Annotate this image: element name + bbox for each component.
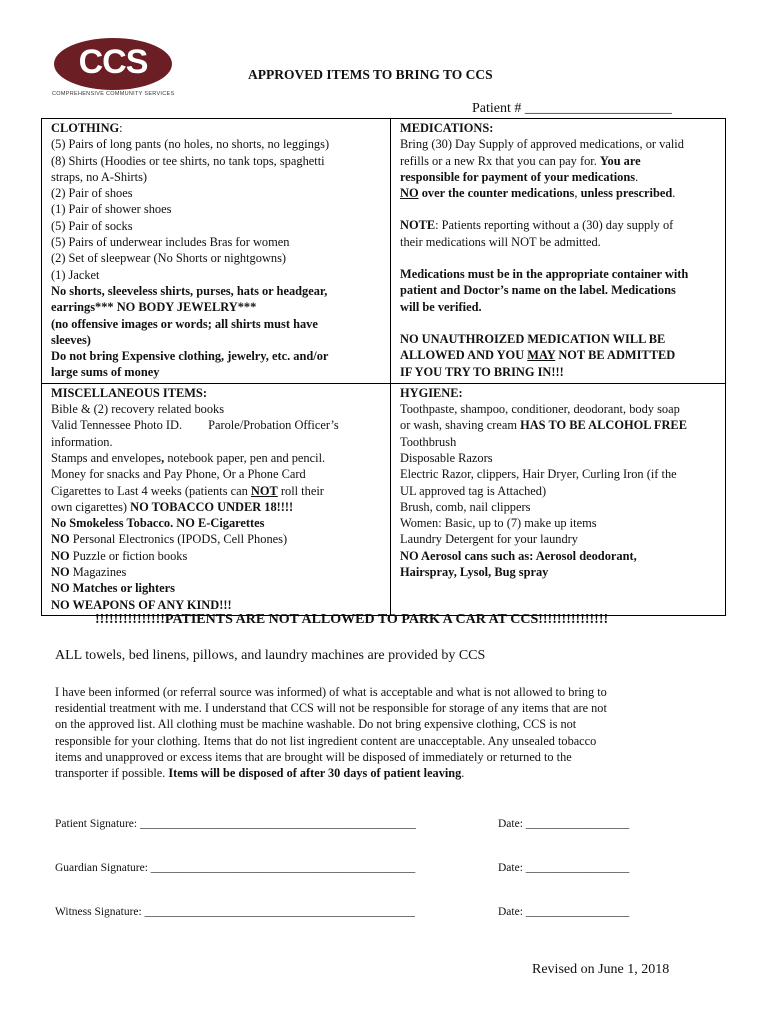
- misc-cell: [42, 383, 391, 615]
- misc-emphasis: NO: [51, 548, 70, 563]
- list-item: Money for snacks and Pay Phone, Or a Phone Card: [51, 467, 306, 482]
- clothing-rule: No shorts, sleeveless shirts, purses, hats or headgear,: [51, 283, 328, 298]
- list-item: [400, 417, 716, 433]
- agreement-line: [55, 765, 695, 781]
- unauthorized-warning: IF YOU TRY TO BRING IN!!!: [400, 364, 564, 379]
- list-item: NO Matches or lighters: [51, 581, 175, 596]
- parole-text: Parole/Probation Officer’s: [208, 418, 339, 433]
- list-item: (5) Pairs of long pants (no holes, no shorts, no leggings): [51, 137, 330, 152]
- hygiene-heading: HYGIENE:: [400, 385, 463, 400]
- list-item: (2) Pair of shoes: [51, 186, 133, 201]
- table-row: [42, 383, 726, 615]
- misc-text: Stamps and envelopes: [51, 450, 162, 465]
- items-table: [41, 118, 726, 616]
- list-item: [51, 499, 381, 515]
- list-item: Hairspray, Lysol, Bug spray: [400, 565, 549, 580]
- container-rule: patient and Doctor’s name on the label. Medications: [400, 283, 676, 298]
- unauthorized-warning: NO UNAUTHROIZED MEDICATION WILL BE: [400, 331, 666, 346]
- document-title: APPROVED ITEMS TO BRING TO CCS: [248, 67, 493, 82]
- medications-emphasis: responsible for payment of your medications: [400, 169, 636, 184]
- list-item: UL approved tag is Attached): [400, 483, 547, 498]
- list-item: (1) Pair of shower shoes: [51, 202, 172, 217]
- patient-date-field[interactable]: Date: __________________: [498, 818, 630, 830]
- medications-text: refills or a new Rx that you can pay for.: [400, 153, 600, 168]
- misc-emphasis: NOT: [250, 483, 278, 498]
- hygiene-cell: [391, 383, 726, 615]
- misc-heading: MISCELLANEOUS ITEMS:: [51, 385, 207, 400]
- agreement-paragraph: [55, 684, 695, 781]
- misc-text: Magazines: [69, 565, 127, 580]
- container-rule: will be verified.: [400, 299, 482, 314]
- medications-emphasis: NO: [400, 186, 419, 201]
- list-item: Toothbrush: [400, 434, 457, 449]
- medications-text: ,: [574, 186, 581, 201]
- agreement-line: items and unapproved or excess items that are brought will be disposed of immediately or returned to the: [55, 749, 572, 764]
- agreement-line: I have been informed (or referral source was informed) of what is acceptable and what is not allowed to bring to: [55, 685, 607, 699]
- towels-notice: ALL towels, bed linens, pillows, and laundry machines are provided by CCS: [55, 648, 486, 663]
- medications-emphasis: unless prescribed: [580, 186, 673, 201]
- clothing-rule: earrings*** NO BODY JEWELRY***: [51, 300, 257, 315]
- ccs-logo: [52, 38, 176, 102]
- list-item: Laundry Detergent for your laundry: [400, 532, 579, 547]
- clothing-heading: CLOTHING: [51, 121, 120, 135]
- list-item: (5) Pair of socks: [51, 218, 133, 233]
- logo-text: CCS: [78, 43, 148, 81]
- list-item: (1) Jacket: [51, 267, 100, 282]
- agreement-emphasis: Items will be disposed of after 30 days of patient leaving: [168, 766, 462, 781]
- list-item: [51, 564, 381, 580]
- hygiene-emphasis: HAS TO BE ALCOHOL FREE: [520, 418, 687, 433]
- medications-emphasis: over the counter medications: [418, 186, 575, 201]
- misc-emphasis: NO TOBACCO UNDER 18!!!!: [130, 499, 294, 514]
- note-text: : Patients reporting without a (30) day supply of: [435, 218, 674, 233]
- parking-notice: !!!!!!!!!!!!!!!PATIENTS ARE NOT ALLOWED TO PARK A CAR AT CCS!!!!!!!!!!!!!!!: [95, 612, 609, 627]
- list-item: straps, no A-Shirts): [51, 169, 148, 184]
- agreement-line: residential treatment with me. I understand that CCS will not be responsible for storage of any items that are not: [55, 701, 607, 716]
- list-item: Brush, comb, nail clippers: [400, 499, 531, 514]
- list-item: (2) Set of sleepwear (No Shorts or nightgowns): [51, 251, 287, 266]
- medications-cell: [391, 119, 726, 384]
- list-item: Toothpaste, shampoo, conditioner, deodorant, body soap: [400, 402, 680, 417]
- list-item: (5) Pairs of underwear includes Bras for women: [51, 235, 290, 250]
- witness-date-field[interactable]: Date: __________________: [498, 906, 630, 918]
- agreement-line: on the approved list. All clothing must be machine washable. Do not bring expensive clothing, CCS is not: [55, 717, 577, 732]
- list-item: (8) Shirts (Hoodies or tee shirts, no tank tops, spaghetti: [51, 153, 325, 168]
- guardian-date-field[interactable]: Date: __________________: [498, 862, 630, 874]
- clothing-rule: large sums of money: [51, 365, 160, 380]
- list-item: Electric Razor, clippers, Hair Dryer, Curling Iron (if the: [400, 467, 677, 482]
- logo-subtitle: COMPREHENSIVE COMMUNITY SERVICES: [52, 91, 175, 97]
- unauthorized-warning: ALLOWED AND YOU: [400, 348, 528, 363]
- note-text: their medications will NOT be admitted.: [400, 234, 601, 249]
- clothing-rule: (no offensive images or words; all shirts must have: [51, 316, 318, 331]
- medications-emphasis: You are: [599, 153, 641, 168]
- medications-heading: MEDICATIONS:: [400, 121, 494, 135]
- list-item: Bible & (2) recovery related books: [51, 402, 225, 417]
- list-item: NO WEAPONS OF ANY KIND!!!: [51, 597, 232, 612]
- clothing-rule: sleeves): [51, 332, 91, 347]
- list-item: information.: [51, 434, 113, 449]
- agreement-line: responsible for your clothing. Items that do not list ingredient content are unacceptable. Any unsealed tobacco: [55, 733, 597, 748]
- misc-emphasis: NO: [51, 532, 70, 547]
- medications-text: Bring (30) Day Supply of approved medications, or valid: [400, 137, 684, 152]
- list-item: Women: Basic, up to (7) make up items: [400, 516, 597, 531]
- medications-text: .: [635, 169, 639, 184]
- patient-signature-field[interactable]: Patient Signature: ________________________________________________: [55, 818, 416, 830]
- list-item: Disposable Razors: [400, 450, 493, 465]
- agreement-text: .: [461, 766, 465, 781]
- list-item: [51, 531, 381, 547]
- revision-date: Revised on June 1, 2018: [532, 962, 670, 977]
- misc-text: Cigarettes to Last 4 weeks (patients can: [51, 483, 251, 498]
- container-rule: Medications must be in the appropriate container with: [400, 267, 689, 282]
- list-item: [51, 483, 381, 499]
- list-item: [51, 417, 381, 433]
- hygiene-text: or wash, shaving cream: [400, 418, 521, 433]
- misc-text: Personal Electronics (IPODS, Cell Phones): [69, 532, 288, 547]
- clothing-colon: :: [119, 121, 123, 135]
- table-row: [42, 119, 726, 384]
- witness-signature-field[interactable]: Witness Signature: _______________________________________________: [55, 906, 415, 918]
- medications-text: .: [672, 186, 676, 201]
- misc-emphasis: NO: [51, 565, 70, 580]
- list-item: [51, 548, 381, 564]
- misc-text: ,: [161, 450, 165, 465]
- patient-number-field[interactable]: Patient # _____________________: [472, 101, 672, 116]
- agreement-text: transporter if possible.: [55, 766, 169, 781]
- misc-text: roll their: [277, 483, 324, 498]
- unauthorized-warning: MAY: [527, 348, 556, 363]
- guardian-signature-field[interactable]: Guardian Signature: ______________________________________________: [55, 862, 416, 874]
- list-item: No Smokeless Tobacco. NO E-Cigarettes: [51, 516, 265, 531]
- list-item: [51, 450, 381, 466]
- photo-id-text: Valid Tennessee Photo ID.: [51, 418, 183, 433]
- misc-text: notebook paper, pen and pencil.: [164, 450, 326, 465]
- clothing-cell: [42, 119, 391, 384]
- note-label: NOTE: [400, 218, 436, 233]
- list-item: NO Aerosol cans such as: Aerosol deodorant,: [400, 548, 637, 563]
- misc-text: Puzzle or fiction books: [69, 548, 188, 563]
- clothing-rule: Do not bring Expensive clothing, jewelry, etc. and/or: [51, 349, 329, 364]
- misc-text: own cigarettes): [51, 499, 131, 514]
- unauthorized-warning: NOT BE ADMITTED: [555, 348, 676, 363]
